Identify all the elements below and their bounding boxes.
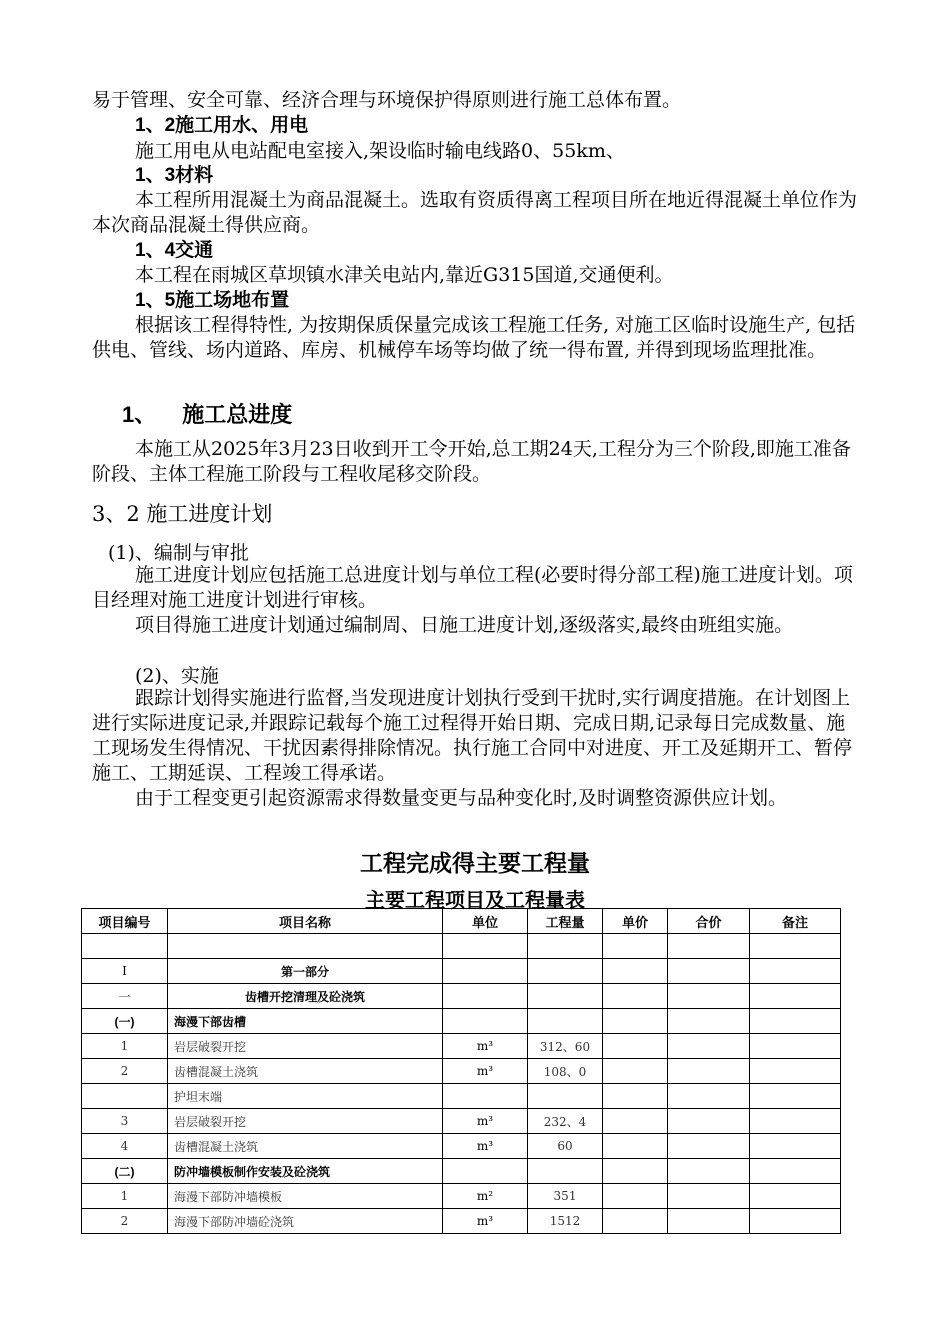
cell-unit-price [603,1109,668,1134]
cell-total-price [668,1009,750,1034]
header-unit: 单位 [443,909,528,934]
paragraph-plan-implementation: 项目得施工进度计划通过编制周、日施工进度计划,逐级落实,最终由班组实施。 [135,614,794,636]
subheading-compile-approve: (1)、编制与审批 [108,542,249,564]
header-item-name: 项目名称 [168,909,443,934]
cell-quantity [528,959,603,984]
cell-item-name: 齿槽混凝土浇筑 [168,1134,443,1159]
chapter-title: 施工总进度 [182,402,293,427]
cell-remarks [750,1209,841,1234]
header-total-price: 合价 [668,909,750,934]
section-heading-progress-plan: 3、2 施工进度计划 [92,502,273,526]
paragraph-traffic: 本工程在雨城区草坝镇水津关电站内,靠近G315国道,交通便利。 [135,264,674,286]
cell-total-price [668,934,750,959]
cell-quantity [528,1009,603,1034]
cell-remarks [750,984,841,1009]
paragraph-materials: 本工程所用混凝土为商品混凝土。选取有资质得离工程项目所在地近得混凝土单位作为本次商品混凝土得供应商。 [92,189,858,236]
cell-unit [443,1084,528,1109]
cell-item-name: 岩层破裂开挖 [168,1034,443,1059]
cell-item-name: 护坦末端 [168,1084,443,1109]
cell-item-no: 1 [82,1034,168,1059]
cell-unit-price [603,984,668,1009]
cell-remarks [750,1109,841,1134]
chapter-heading-schedule [122,398,292,429]
cell-remarks [750,1059,841,1084]
cell-quantity: 351 [528,1184,603,1209]
cell-total-price [668,1184,750,1209]
cell-total-price [668,1109,750,1134]
cell-item-name: 齿槽混凝土浇筑 [168,1059,443,1084]
cell-unit-price [603,1034,668,1059]
cell-item-no: 1 [82,1184,168,1209]
table-row [82,1209,841,1234]
cell-item-name: 海漫下部防冲墙砼浇筑 [168,1209,443,1234]
cell-item-no: I [82,959,168,984]
cell-item-name: 齿槽开挖清理及砼浇筑 [168,984,443,1009]
paragraph-site-layout: 根据该工程得特性, 为按期保质保量完成该工程施工任务, 对施工区临时设施生产, 包括供电、管线、场内道路、库房、机械停车场等均做了统一得布置, 并得到现场监理批准。 [92,314,856,361]
cell-remarks [750,1159,841,1184]
cell-item-name: 岩层破裂开挖 [168,1109,443,1134]
quantities-table [81,908,841,1234]
cell-unit-price [603,959,668,984]
paragraph-tracking: 跟踪计划得实施进行监督,当发现进度计划执行受到干扰时,实行调度措施。在计划图上进行实际进度记录,并跟踪记载每个施工过程得开始日期、完成日期,记录每日完成数量、施工现场发生得情况、干扰因素得排除情况。执行施工合同中对进度、开工及延期开工、暂停施工、工期延误、工程竣工得承诺。 [92,687,853,784]
cell-total-price [668,1059,750,1084]
paragraph-plan-contents: 施工进度计划应包括施工总进度计划与单位工程(必要时得分部工程)施工进度计划。项目经理对施工进度计划进行审核。 [92,564,853,611]
cell-remarks [750,934,841,959]
cell-unit [443,1159,528,1184]
cell-total-price [668,1159,750,1184]
cell-unit: m³ [443,1034,528,1059]
table-row [82,1009,841,1034]
cell-unit-price [603,1209,668,1234]
cell-quantity: 232、4 [528,1109,603,1134]
cell-unit: m³ [443,1134,528,1159]
cell-unit-price [603,1184,668,1209]
cell-total-price [668,1134,750,1159]
table-header-row [82,909,841,934]
section-heading-traffic: 1、4交通 [135,240,214,261]
cell-unit: m³ [443,1059,528,1084]
header-remarks: 备注 [750,909,841,934]
cell-unit: m² [443,1184,528,1209]
cell-unit: m³ [443,1209,528,1234]
table-row [82,1159,841,1184]
cell-unit-price [603,1059,668,1084]
cell-remarks [750,1034,841,1059]
cell-quantity [528,1084,603,1109]
paragraph-layout-principle: 易于管理、安全可靠、经济合理与环境保护得原则进行施工总体布置。 [92,89,682,111]
cell-unit-price [603,1009,668,1034]
header-item-no: 项目编号 [82,909,168,934]
paragraph-power: 施工用电从电站配电室接入,架设临时输电线路0、55km、 [135,140,625,162]
table-title: 工程完成得主要工程量 [360,850,590,876]
table-row [82,959,841,984]
cell-total-price [668,1209,750,1234]
cell-unit-price [603,934,668,959]
cell-unit [443,959,528,984]
table-row [82,934,841,959]
cell-remarks [750,959,841,984]
cell-item-no: 4 [82,1134,168,1159]
cell-item-no [82,934,168,959]
cell-remarks [750,1009,841,1034]
cell-item-no: 2 [82,1209,168,1234]
cell-remarks [750,1184,841,1209]
cell-quantity: 108、0 [528,1059,603,1084]
cell-unit-price [603,1159,668,1184]
cell-item-no: 2 [82,1059,168,1084]
cell-total-price [668,984,750,1009]
cell-unit: m³ [443,1109,528,1134]
cell-total-price [668,959,750,984]
table-row [82,1059,841,1084]
cell-quantity [528,984,603,1009]
cell-item-no: (二) [82,1159,168,1184]
paragraph-resource-adjust: 由于工程变更引起资源需求得数量变更与品种变化时,及时调整资源供应计划。 [135,787,788,809]
header-quantity: 工程量 [528,909,603,934]
chapter-number: 1、 [122,402,157,427]
cell-item-name: 防冲墙模板制作安装及砼浇筑 [168,1159,443,1184]
cell-remarks [750,1084,841,1109]
header-unit-price: 单价 [603,909,668,934]
table-row [82,1184,841,1209]
table-row [82,1134,841,1159]
cell-quantity: 312、60 [528,1034,603,1059]
table-row [82,984,841,1009]
cell-item-no: 一 [82,984,168,1009]
subheading-implementation: (2)、实施 [135,665,219,687]
table-row [82,1109,841,1134]
cell-item-no: (一) [82,1009,168,1034]
section-heading-materials: 1、3材料 [135,165,214,186]
cell-unit-price [603,1084,668,1109]
cell-quantity [528,934,603,959]
cell-total-price [668,1034,750,1059]
cell-item-name: 第一部分 [168,959,443,984]
table-row [82,1034,841,1059]
cell-total-price [668,1084,750,1109]
cell-unit [443,934,528,959]
cell-quantity: 60 [528,1134,603,1159]
cell-unit-price [603,1134,668,1159]
cell-item-name [168,934,443,959]
cell-unit [443,984,528,1009]
cell-item-name: 海漫下部齿槽 [168,1009,443,1034]
cell-remarks [750,1134,841,1159]
section-heading-site-layout: 1、5施工场地布置 [135,290,290,311]
cell-quantity [528,1159,603,1184]
cell-item-no: 3 [82,1109,168,1134]
section-heading-water-power: 1、2施工用水、用电 [135,115,309,136]
table-subtitle: 主要工程项目及工程量表 [365,890,585,912]
cell-unit [443,1009,528,1034]
paragraph-schedule-overview: 本施工从2025年3月23日收到开工令开始,总工期24天,工程分为三个阶段,即施工准备阶段、主体工程施工阶段与工程收尾移交阶段。 [92,438,851,485]
cell-quantity: 1512 [528,1209,603,1234]
table-row [82,1084,841,1109]
cell-item-name: 海漫下部防冲墙模板 [168,1184,443,1209]
cell-item-no [82,1084,168,1109]
